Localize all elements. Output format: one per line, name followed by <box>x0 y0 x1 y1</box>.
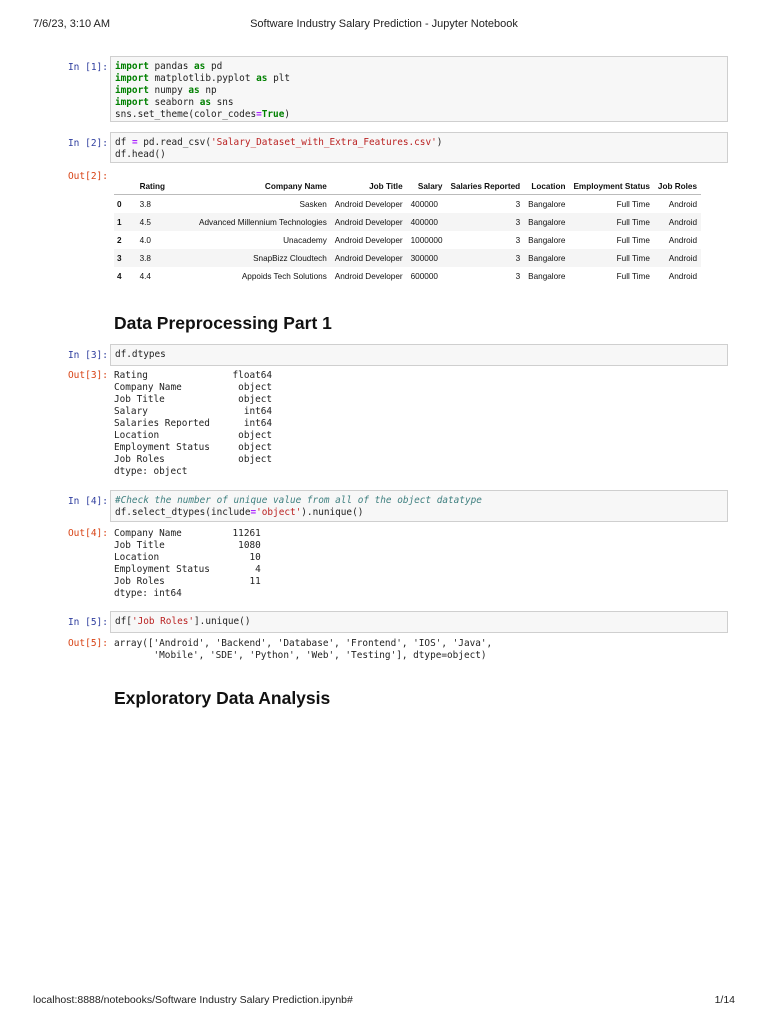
table-cell: Full Time <box>616 199 650 209</box>
table-cell: Bangalore <box>524 249 569 267</box>
column-header: Salaries Reported <box>447 178 525 195</box>
cell-1-input[interactable] <box>110 56 728 122</box>
code-text: df[ <box>115 616 132 627</box>
table-cell: Bangalore <box>528 199 566 209</box>
kw: import <box>115 97 149 108</box>
cell-2-prompt: In [2]: <box>67 138 108 149</box>
cell-5-prompt: In [5]: <box>67 617 108 628</box>
table-cell: SnapBizz Cloudtech <box>195 249 331 267</box>
code-text: ) <box>284 109 290 120</box>
cell-5-output-prompt: Out[5]: <box>67 638 108 649</box>
table-cell: Android Developer <box>331 213 407 231</box>
code-text: df.head() <box>115 149 166 160</box>
code-text: df.select_dtypes(include <box>115 507 251 518</box>
table-cell: 3 <box>515 199 521 209</box>
table-cell: 3 <box>447 249 525 267</box>
print-url: localhost:8888/notebooks/Software Industry Salary Prediction.ipynb# <box>33 994 353 1006</box>
cell-4-code <box>115 495 723 519</box>
code-comment: #Check the number of unique value from all of the object datatype <box>115 495 482 506</box>
section-heading-preprocessing: Data Preprocessing Part 1 <box>114 313 332 333</box>
table-cell: Android <box>668 271 698 281</box>
row-index: 4 <box>117 271 122 281</box>
cell-2-output-prompt: Out[2]: <box>67 171 108 182</box>
code-text: ].unique() <box>194 616 251 627</box>
table-cell: 3.8 <box>139 199 151 209</box>
cell-5-code <box>115 616 723 628</box>
string-literal: 'object' <box>256 507 302 518</box>
cell-3-output: Rating float64 Company Name object Job Title object Salary int64 Salaries Reported int64 Location object Employment Status object Job Roles object dtype: object <box>114 370 273 477</box>
column-header: Job Title <box>331 178 407 195</box>
cell-3-output-prompt: Out[3]: <box>67 370 108 381</box>
code-text: sns <box>210 97 234 108</box>
table-cell: Advanced Millennium Technologies <box>195 213 331 231</box>
string-literal: 'Salary_Dataset_with_Extra_Features.csv' <box>210 137 437 148</box>
dataframe-table <box>114 178 701 285</box>
row-index: 0 <box>117 199 122 209</box>
table-cell: 400000 <box>407 213 447 231</box>
table-cell: Android <box>668 199 698 209</box>
bool-literal: True <box>261 109 285 120</box>
table-cell: Android <box>654 249 701 267</box>
cell-5-input[interactable] <box>110 611 728 633</box>
print-datetime: 7/6/23, 3:10 AM <box>33 18 111 30</box>
table-cell: 600000 <box>410 271 438 281</box>
code-text: pd <box>205 61 223 72</box>
table-header-row <box>114 178 701 195</box>
code-text: ).nunique() <box>301 507 364 518</box>
column-header: Company Name <box>195 178 331 195</box>
table-cell: 4.5 <box>136 213 195 231</box>
table-cell: Android Developer <box>334 235 403 245</box>
cell-3-prompt: In [3]: <box>67 350 108 361</box>
table-row <box>114 267 701 285</box>
cell-4-output-prompt: Out[4]: <box>67 528 108 539</box>
table-cell: Bangalore <box>528 271 566 281</box>
column-header: Salary <box>407 178 447 195</box>
row-index: 2 <box>117 235 122 245</box>
cell-4-output: Company Name 11261 Job Title 1080 Location 10 Employment Status 4 Job Roles 11 dtype: int64 <box>114 528 261 599</box>
kw: as <box>256 73 268 84</box>
cell-3-input[interactable] <box>110 344 728 366</box>
table-cell: Android <box>654 213 701 231</box>
code-text: seaborn <box>148 97 200 108</box>
kw: import <box>115 73 149 84</box>
column-header: Rating <box>136 178 195 195</box>
kw: as <box>194 61 206 72</box>
kw: as <box>199 97 211 108</box>
table-cell: Sasken <box>299 199 327 209</box>
kw: import <box>115 85 149 96</box>
table-cell: 300000 <box>407 249 447 267</box>
table-row <box>114 249 701 267</box>
column-header <box>114 178 136 195</box>
print-title: Software Industry Salary Prediction - Jupyter Notebook <box>250 18 518 30</box>
table-cell: 3 <box>515 271 521 281</box>
page-number: 1/14 <box>714 994 735 1006</box>
table-cell: Full Time <box>616 271 650 281</box>
table-cell: 1000000 <box>410 235 443 245</box>
code-text: ) <box>436 137 443 148</box>
column-header: Location <box>524 178 569 195</box>
cell-2-code <box>115 137 723 161</box>
table-cell: Bangalore <box>524 213 569 231</box>
table-cell: Android Developer <box>334 271 403 281</box>
code-text: numpy <box>148 85 189 96</box>
row-index: 1 <box>114 213 136 231</box>
code-text: np <box>199 85 217 96</box>
cell-1-prompt: In [1]: <box>67 62 108 73</box>
column-header: Employment Status <box>569 178 653 195</box>
table-cell: 4.0 <box>139 235 151 245</box>
table-row <box>114 213 701 231</box>
column-header: Job Roles <box>654 178 701 195</box>
kw: as <box>188 85 200 96</box>
cell-2-input[interactable] <box>110 132 728 163</box>
table-cell: Full Time <box>616 235 650 245</box>
table-cell: Full Time <box>569 249 653 267</box>
code-text: pandas <box>148 61 195 72</box>
table-row <box>114 231 701 249</box>
table-cell: 3.8 <box>136 249 195 267</box>
table-cell: Appoids Tech Solutions <box>241 271 327 281</box>
operator: = <box>250 507 257 518</box>
cell-4-input[interactable] <box>110 490 728 522</box>
cell-1-code <box>115 61 723 121</box>
code-text: df <box>115 137 132 148</box>
cell-3-code: df.dtypes <box>115 349 166 360</box>
row-index: 3 <box>114 249 136 267</box>
table-cell: 400000 <box>410 199 438 209</box>
table-cell: Android Developer <box>331 249 407 267</box>
table-cell: Unacademy <box>283 235 327 245</box>
table-cell: 4.4 <box>139 271 151 281</box>
code-text: pd.read_csv( <box>137 137 211 148</box>
operator: = <box>256 109 262 120</box>
table-cell: Android <box>668 235 698 245</box>
cell-5-output: array(['Android', 'Backend', 'Database', 'Frontend', 'IOS', 'Java', 'Mobile', 'SDE', 'Python', 'Web', 'Testing'], dtype=object) <box>114 638 493 661</box>
table-cell: Android Developer <box>334 199 403 209</box>
code-text: plt <box>267 73 290 84</box>
table-cell: 3 <box>447 213 525 231</box>
code-text: sns.set_theme(color_codes <box>115 109 257 120</box>
table-cell: Full Time <box>569 213 653 231</box>
kw: import <box>115 61 149 72</box>
table-row <box>114 195 701 214</box>
code-text: matplotlib.pyplot <box>148 73 257 84</box>
section-heading-eda: Exploratory Data Analysis <box>114 688 331 708</box>
table-cell: Bangalore <box>528 235 566 245</box>
string-literal: 'Job Roles' <box>131 616 195 627</box>
cell-4-prompt: In [4]: <box>67 496 108 507</box>
operator: = <box>131 137 138 148</box>
table-cell: 3 <box>515 235 521 245</box>
